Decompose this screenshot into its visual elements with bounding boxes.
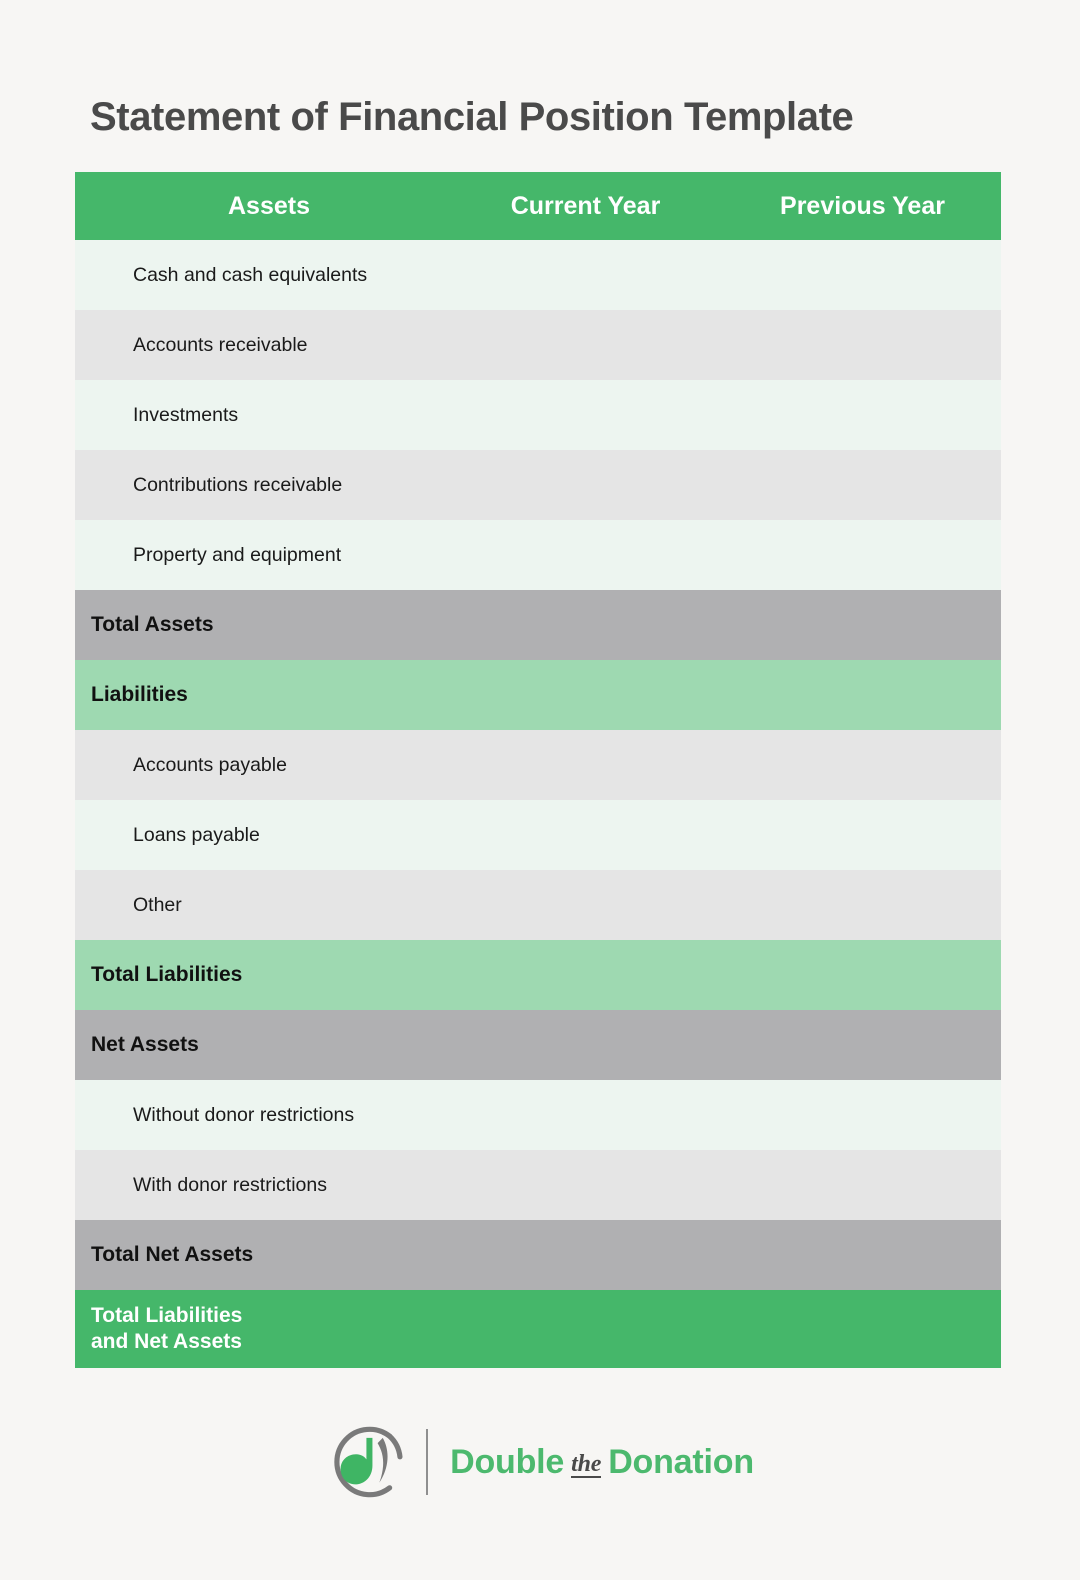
cell-previous-year[interactable] [724,1150,1001,1220]
logo-divider [426,1429,428,1495]
cell-previous-year[interactable] [724,240,1001,310]
cell-previous-year[interactable] [724,520,1001,590]
table-row [75,870,1001,940]
row-label: Accounts receivable [75,310,447,380]
cell-current-year[interactable] [447,660,724,730]
cell-current-year[interactable] [447,1290,724,1368]
cell-current-year[interactable] [447,520,724,590]
cell-current-year[interactable] [447,1080,724,1150]
row-label: Without donor restrictions [75,1080,447,1150]
cell-previous-year[interactable] [724,940,1001,1010]
column-header-current-year: Current Year [447,172,724,240]
column-header-assets: Assets [75,172,447,240]
row-label: Total Net Assets [75,1220,447,1290]
cell-previous-year[interactable] [724,1010,1001,1080]
row-label: Other [75,870,447,940]
cell-previous-year[interactable] [724,870,1001,940]
cell-current-year[interactable] [447,380,724,450]
row-label: Contributions receivable [75,450,447,520]
brand-word-donation: Donation [608,1442,754,1481]
cell-current-year[interactable] [447,1010,724,1080]
row-label: With donor restrictions [75,1150,447,1220]
table-row [75,730,1001,800]
cell-previous-year[interactable] [724,380,1001,450]
cell-current-year[interactable] [447,870,724,940]
brand-wordmark [450,1443,754,1482]
table-row [75,1080,1001,1150]
cell-previous-year[interactable] [724,310,1001,380]
table-row [75,450,1001,520]
table-row [75,310,1001,380]
row-label: Total Liabilities and Net Assets [75,1290,447,1368]
cell-current-year[interactable] [447,1150,724,1220]
table-row [75,1290,1001,1368]
table-row [75,380,1001,450]
page-title: Statement of Financial Position Template [90,94,854,139]
statement-of-financial-position-table [75,172,1001,1368]
cell-previous-year[interactable] [724,800,1001,870]
row-label: Cash and cash equivalents [75,240,447,310]
cell-current-year[interactable] [447,450,724,520]
row-label: Property and equipment [75,520,447,590]
table-row [75,940,1001,1010]
cell-previous-year[interactable] [724,1080,1001,1150]
table-body [75,240,1001,1368]
table-head [75,172,1001,240]
table-row [75,1150,1001,1220]
cell-current-year[interactable] [447,240,724,310]
row-label: Accounts payable [75,730,447,800]
cell-current-year[interactable] [447,730,724,800]
table-row [75,590,1001,660]
cell-previous-year[interactable] [724,1290,1001,1368]
row-label: Investments [75,380,447,450]
table-row [75,800,1001,870]
cell-current-year[interactable] [447,590,724,660]
column-header-previous-year: Previous Year [724,172,1001,240]
table-row [75,1010,1001,1080]
double-the-donation-logo-icon [326,1419,412,1505]
row-label: Total Liabilities [75,940,447,1010]
cell-previous-year[interactable] [724,590,1001,660]
table-header-row [75,172,1001,240]
brand-word-the: the [571,1450,602,1477]
footer-logo [0,1412,1080,1512]
table-row [75,1220,1001,1290]
row-label: Net Assets [75,1010,447,1080]
cell-current-year[interactable] [447,1220,724,1290]
cell-previous-year[interactable] [724,730,1001,800]
cell-current-year[interactable] [447,940,724,1010]
row-label: Loans payable [75,800,447,870]
cell-current-year[interactable] [447,310,724,380]
table-row [75,520,1001,590]
row-label: Liabilities [75,660,447,730]
cell-current-year[interactable] [447,800,724,870]
brand-word-double: Double [450,1442,565,1481]
cell-previous-year[interactable] [724,660,1001,730]
cell-previous-year[interactable] [724,450,1001,520]
cell-previous-year[interactable] [724,1220,1001,1290]
row-label: Total Assets [75,590,447,660]
table-row [75,660,1001,730]
table-row [75,240,1001,310]
